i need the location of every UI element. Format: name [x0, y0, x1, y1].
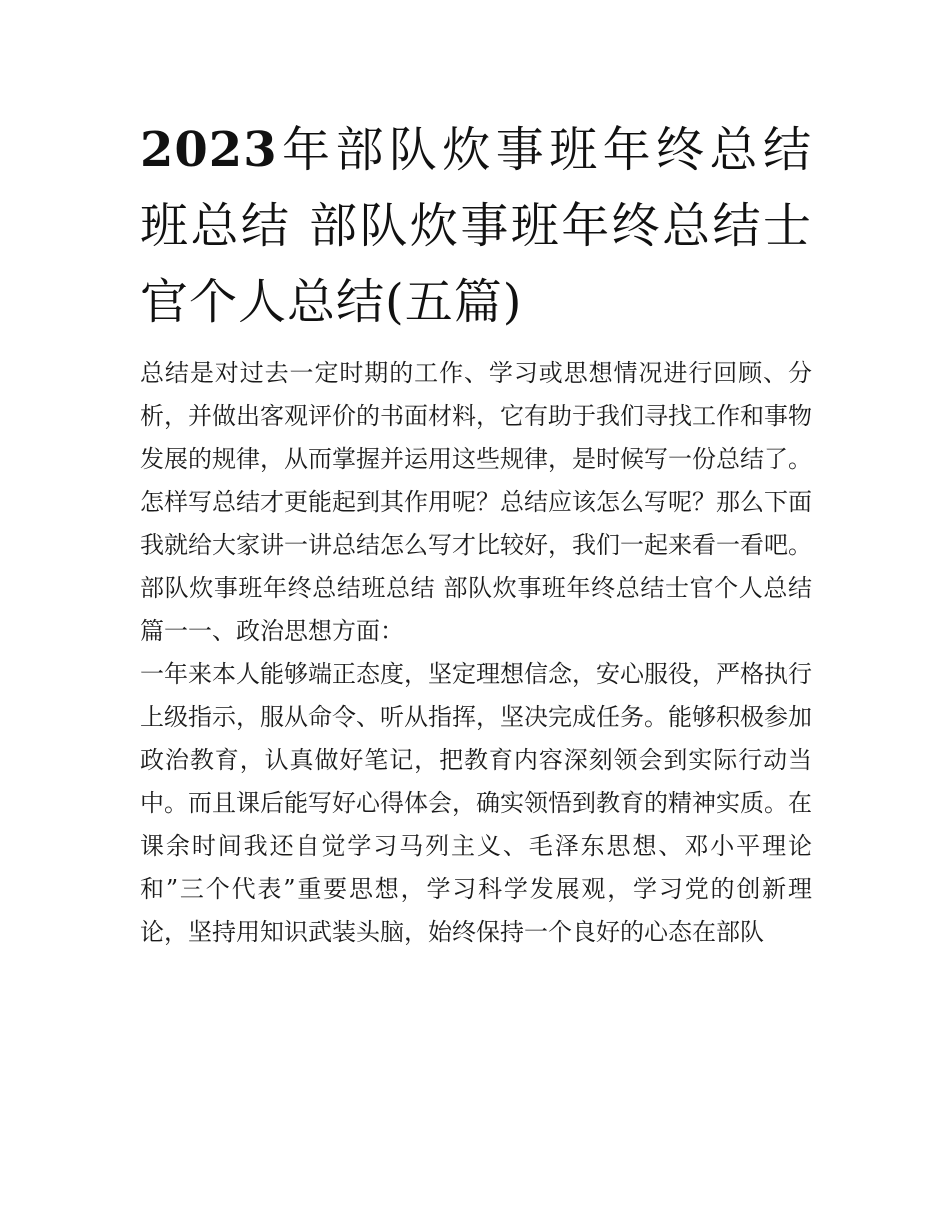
document-page: [140, 112, 812, 954]
title-text: 年部队炊事班年终总结班总结 部队炊事班年终总结士官个人总结(五篇): [140, 122, 812, 330]
body-paragraph: 一年来本人能够端正态度，坚定理想信念，安心服役，严格执行上级指示，服从命令、听从指挥，坚决完成任务。能够积极参加政治教育，认真做好笔记，把教育内容深刻领会到实际行动当中。而且课后能写好心得体会，确实领悟到教育的精神实质。在课余时间我还自觉学习马列主义、毛泽东思想、邓小平理论和”三个代表”重要思想，学习科学发展观，学习党的创新理论，坚持用知识武装头脑，始终保持一个良好的心态在部队: [140, 660, 812, 946]
title-year: 2023: [140, 122, 278, 178]
document-title: [140, 112, 812, 340]
intro-paragraph: 总结是对过去一定时期的工作、学习或思想情况进行回顾、分析，并做出客观评价的书面材料，它有助于我们寻找工作和事物发展的规律，从而掌握并运用这些规律，是时候写一份总结了。怎样写总结才更能起到其作用呢？总结应该怎么写呢？那么下面我就给大家讲一讲总结怎么写才比较好，我们一起来看一看吧。: [140, 359, 812, 559]
section-heading: 部队炊事班年终总结班总结 部队炊事班年终总结士官个人总结篇一一、政治思想方面：: [140, 574, 812, 645]
